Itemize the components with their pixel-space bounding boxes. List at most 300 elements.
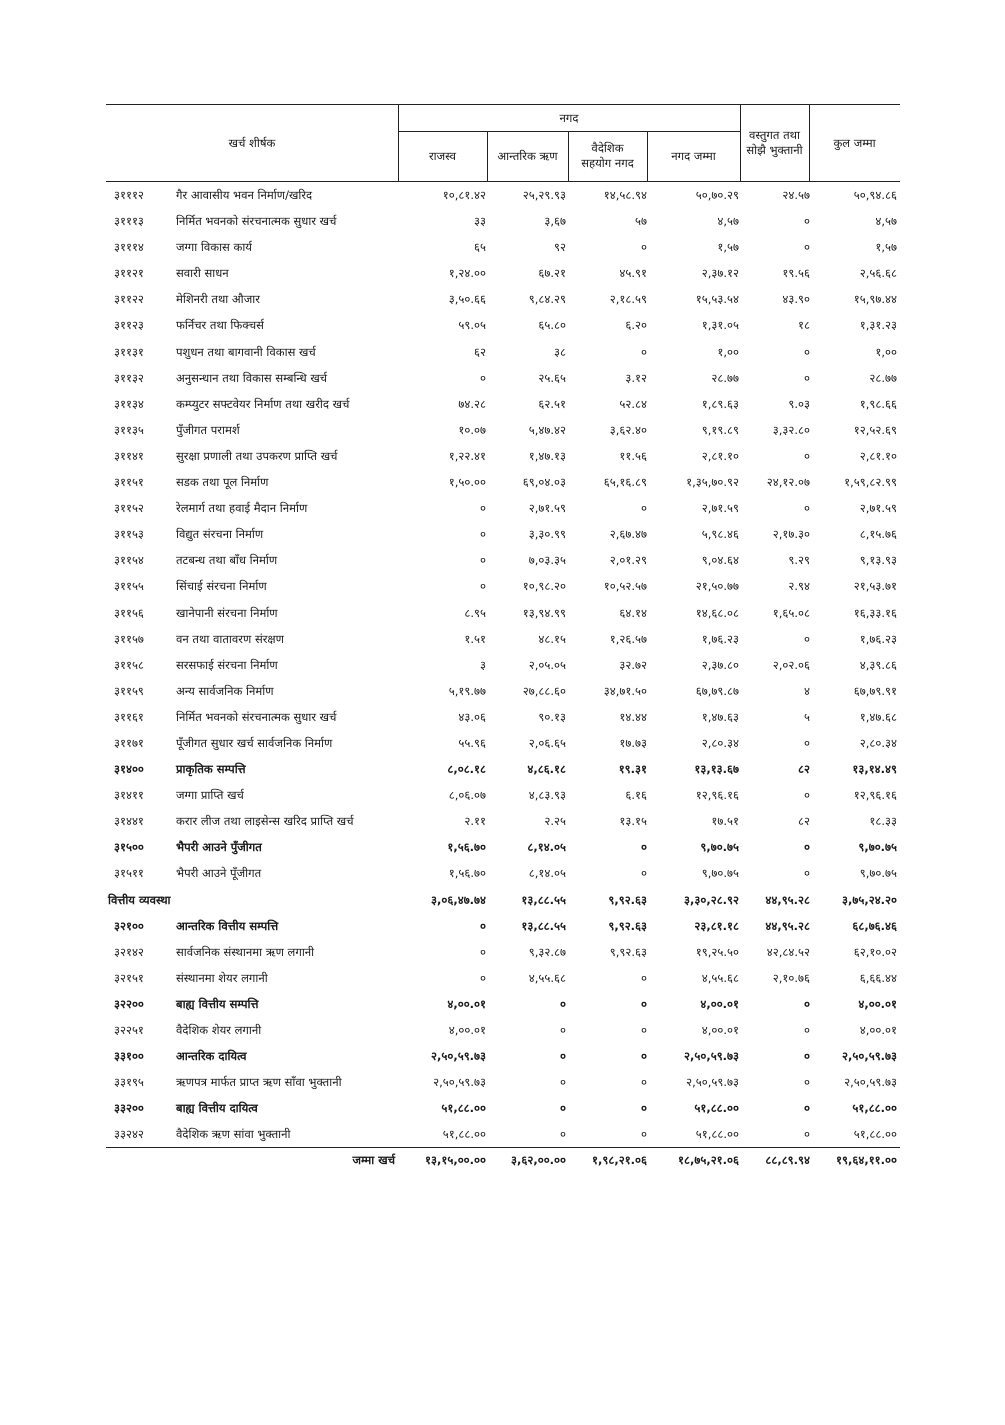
cell-in-kind: ५ [804,709,810,724]
cell-revenue: ७४.२८ [458,396,486,411]
cell-grand-total: २,५०,५९.७३ [842,1049,897,1064]
cell-revenue: १,५६.७० [447,840,486,855]
cell-internal-loan: २,७१.५९ [528,501,566,516]
row-code: ३११७१ [114,735,144,750]
row-name: सरसफाई संरचना निर्माण [176,657,278,672]
table-row [106,991,900,1017]
cell-grand-total: १,४७.६८ [859,709,897,724]
cell-in-kind: ८२ [798,814,810,829]
cell-cash-total: २,५०,५९.७३ [686,1075,739,1090]
table-row [106,1017,900,1043]
cell-internal-loan: १३,८८.५५ [521,892,566,907]
row-name: पूँजीगत सुधार खर्च सार्वजनिक निर्माण [176,735,333,750]
table-row [106,756,900,782]
cell-in-kind: ० [804,788,810,803]
row-code: ३१४११ [114,788,144,803]
row-name: कम्प्युटर सफ्टवेयर निर्माण तथा खरीद खर्च [176,396,350,411]
cell-cash-total: २३,८१.१८ [694,918,739,933]
cell-internal-loan: ६५.८० [538,318,566,333]
row-code: ३२१०० [114,918,144,933]
table-row [106,391,900,417]
cell-foreign-aid-cash: ११.५६ [619,448,647,463]
cell-in-kind: ३,३२.८० [772,422,810,437]
cell-internal-loan: २,०६.६५ [528,735,566,750]
table-row [106,1069,900,1095]
table-row [106,1121,900,1147]
row-name: खानेपानी संरचना निर्माण [176,605,278,620]
cell-revenue: ५९.०५ [458,318,486,333]
cell-grand-total: ३,७५,२४.२० [842,892,897,907]
cell-revenue: ० [480,527,486,542]
cell-foreign-aid-cash: १३.१५ [619,814,647,829]
cell-cash-total: ४,००.०१ [701,1023,739,1037]
col-header-internal-loan: आन्तरिक ऋण [497,148,558,163]
cell-cash-total: १,३५,७०.९२ [686,475,739,490]
cell-internal-loan: १३,९४.९९ [522,605,566,620]
row-code: ३११५८ [114,657,144,672]
table-header [106,104,900,182]
cell-grand-total: ९,१३.९३ [859,553,897,568]
cell-cash-total: २,३७.८० [701,657,739,672]
row-name: भैपरी आउने पूँजीगत [176,866,262,881]
row-code: ३२१५१ [114,970,144,985]
cell-cash-total: २,८१.१० [701,448,739,463]
cell-in-kind: २४.५७ [782,188,810,202]
cell-in-kind: ० [804,1075,810,1090]
row-code: ३११५२ [114,501,144,516]
cell-grand-total: १,५९,८२.९९ [844,475,897,490]
table-row [106,495,900,521]
cell-revenue: १,५६.७० [448,866,486,881]
cell-grand-total: ४,००.०१ [859,1023,897,1037]
cell-in-kind: ० [804,631,810,646]
row-code: ३१११२ [114,188,144,202]
cell-cash-total: १,४७.६३ [701,709,739,724]
cell-revenue: ४,००.०१ [448,1023,486,1037]
cell-grand-total: ५१,८८.०० [852,1101,897,1116]
cell-internal-loan: ९,३२.८७ [528,944,566,959]
row-code: ३११५४ [114,553,144,568]
cell-in-kind: १,६५.०८ [772,605,810,620]
row-name: सिंचाई संरचना निर्माण [176,579,267,594]
cell-in-kind: ४२,८४.५२ [766,944,810,959]
cell-foreign-aid-cash: २,६७.४७ [609,527,647,542]
cell-cash-total: ५०,७०.२९ [695,188,739,202]
cell-revenue: ५,१९.७७ [448,683,486,698]
row-name: सवारी साधन [176,266,229,281]
cell-in-kind: ० [804,370,810,385]
row-code: ३१५११ [114,866,144,881]
total-cash-total: १८,७५,२१.०६ [678,1153,739,1168]
cell-foreign-aid-cash: ३४,७१.५० [603,683,647,698]
col-header-in-kind: वस्तुगत तथा सोझै भुक्तानी [746,128,803,157]
cell-internal-loan: २.२५ [544,814,566,829]
cell-grand-total: ६२,१०.०२ [853,944,897,959]
cell-grand-total: १६,३३.१६ [853,605,897,620]
cell-foreign-aid-cash: ५७ [635,214,647,229]
cell-cash-total: १,७६.२३ [701,631,739,646]
table-row [106,704,900,730]
table-row [106,782,900,808]
cell-internal-loan: ९,८४.२९ [528,292,566,307]
cell-revenue: ० [480,370,486,385]
cell-cash-total: ४,००.०१ [700,996,739,1011]
cell-revenue: ० [480,944,486,959]
cell-in-kind: ० [804,1101,810,1116]
cell-cash-total: ९,७०.७५ [700,840,739,855]
table-row [106,521,900,547]
cell-internal-loan: ६९,०४.०३ [522,475,566,490]
row-code: ३३२०० [114,1101,144,1116]
cell-internal-loan: ० [560,1049,566,1064]
row-code: ३३१०० [114,1049,144,1064]
table-row [106,678,900,704]
cell-cash-total: १७.५१ [711,814,739,829]
cell-internal-loan: ० [560,1023,566,1037]
cell-foreign-aid-cash: ३,६२.४० [609,422,647,437]
cell-foreign-aid-cash: २,१८.५९ [609,292,647,307]
row-code: ३३१९५ [114,1075,144,1090]
cell-in-kind: २.९४ [788,579,810,594]
row-name: करार लीज तथा लाइसेन्स खरिद प्राप्ति खर्च [176,814,354,829]
row-name: अनुसन्धान तथा विकास सम्बन्धि खर्च [176,370,328,385]
cell-revenue: ४,००.०१ [447,996,486,1011]
cell-internal-loan: १०,९८.२० [522,579,566,594]
cell-cash-total: २१,५०.७७ [695,579,739,594]
cell-revenue: ८,०६.०७ [448,788,486,803]
table-row [106,443,900,469]
cell-foreign-aid-cash: १४.४४ [619,709,647,724]
cell-internal-loan: ० [560,996,566,1011]
row-code: ३११३४ [114,396,144,411]
cell-grand-total: २,५६.६८ [859,266,897,281]
cell-in-kind: १९.५६ [782,266,810,281]
table-row [106,626,900,652]
budget-table [106,104,900,1172]
table-row [106,939,900,965]
cell-cash-total: १५,५३.५४ [695,292,739,307]
cell-grand-total: २१,५३.७१ [853,579,897,594]
cell-internal-loan: १३,८८.५५ [521,918,566,933]
cell-grand-total: १८.३३ [869,814,897,829]
cell-revenue: ० [480,579,486,594]
cell-grand-total: २,७१.५९ [859,501,897,516]
cell-revenue: ५५.९६ [458,735,486,750]
row-code: ३११५१ [114,475,144,490]
row-name: सडक तथा पूल निर्माण [176,475,269,490]
cell-grand-total: ९,७०.७५ [858,840,897,855]
table-row [106,652,900,678]
cell-revenue: ५१,८८.०० [442,1127,486,1142]
total-label: जम्मा खर्च [352,1153,395,1168]
cell-foreign-aid-cash: ० [641,1127,647,1142]
row-code: ३११२१ [114,266,144,281]
row-name: रेलमार्ग तथा हवाई मैदान निर्माण [176,501,308,516]
cell-internal-loan: ९२ [554,240,566,255]
row-name: वित्तीय व्यवस्था [108,892,171,907]
row-code: ३११५६ [114,605,144,620]
cell-foreign-aid-cash: १४,५८.९४ [603,188,647,202]
cell-internal-loan: ८,१४.०५ [528,866,566,881]
table-row [106,234,900,260]
table-row [106,808,900,834]
table-row [106,1095,900,1121]
cell-in-kind: २४,१२.०७ [766,475,810,490]
cell-revenue: १.५१ [464,631,486,646]
cell-in-kind: ० [804,866,810,881]
cell-revenue: १,२२.४१ [448,448,486,463]
cell-cash-total: २८.७७ [711,370,739,385]
table-row [106,1043,900,1069]
cell-cash-total: ४,५७ [717,214,739,229]
row-code: ३२२५१ [114,1023,144,1037]
cell-internal-loan: ३,३०.९९ [528,527,566,542]
cell-revenue: ६५ [474,240,486,255]
cell-in-kind: ४३.९० [782,292,810,307]
cell-grand-total: ४,००.०१ [858,996,897,1011]
cell-internal-loan: ४,५५.६८ [528,970,566,985]
cell-grand-total: १५,९७.४४ [853,292,897,307]
cell-revenue: २.११ [464,814,486,829]
cell-foreign-aid-cash: ० [641,1049,647,1064]
table-row [106,965,900,991]
row-name: वैदेशिक शेयर लगानी [176,1023,262,1037]
cell-revenue: १,५०.०० [448,475,486,490]
cell-in-kind: ९.०३ [788,396,810,411]
total-revenue: १३,१५,००.०० [425,1153,486,1168]
table-row [106,417,900,443]
row-name: मेशिनरी तथा औजार [176,292,260,307]
row-code: ३११५९ [114,683,144,698]
cell-cash-total: २,७१.५९ [701,501,739,516]
table-row [106,913,900,939]
cell-foreign-aid-cash: ३.१२ [625,370,647,385]
cell-cash-total: ९,०४.६४ [701,553,739,568]
row-code: ३१११४ [114,240,144,255]
cell-foreign-aid-cash: १०,५२.५७ [603,579,647,594]
cell-internal-loan: २५.६५ [538,370,566,385]
cell-cash-total: २,८०.३४ [701,735,739,750]
cell-grand-total: १२,५२.६९ [853,422,897,437]
cell-grand-total: २,५०,५९.७३ [844,1075,897,1090]
row-code: ३२२०० [114,996,144,1011]
cell-foreign-aid-cash: ९,९२.६३ [609,944,647,959]
col-header-foreign-aid-cash: वैदेशिक सहयोग नगद [581,141,634,170]
cell-foreign-aid-cash: ९,९२.६३ [608,892,647,907]
cell-revenue: ६२ [474,344,486,359]
row-name: निर्मित भवनको संरचनात्मक सुधार खर्च [176,709,337,724]
cell-revenue: १,२४.०० [448,266,486,281]
col-header-revenue: राजस्व [428,148,457,163]
cell-cash-total: १,५७ [717,240,739,255]
cell-grand-total: ५१,८८.०० [853,1127,897,1142]
cell-grand-total: ५०,९४.८६ [853,188,897,202]
row-name: सुरक्षा प्रणाली तथा उपकरण प्राप्ति खर्च [176,448,338,463]
table-row [106,834,900,860]
cell-cash-total: ९,१९.८९ [701,422,739,437]
table-body [106,182,900,1147]
row-name: बाह्य वित्तीय दायित्व [176,1101,258,1116]
cell-cash-total: ५,९८.४६ [701,527,739,542]
row-code: ३११३५ [114,422,144,437]
cell-grand-total: १,७६.२३ [859,631,897,646]
cell-foreign-aid-cash: ० [641,240,647,255]
cell-cash-total: ५१,८८.०० [694,1101,739,1116]
table-row [106,286,900,312]
cell-grand-total: १,०० [875,344,897,359]
cell-cash-total: ४,५५.६८ [701,970,739,985]
cell-cash-total: १,८९.६३ [701,396,739,411]
cell-in-kind: १८ [798,318,810,333]
cell-foreign-aid-cash: ० [641,866,647,881]
cell-in-kind: ० [804,344,810,359]
row-code: ३११२३ [114,318,144,333]
cell-internal-loan: ६२.५१ [538,396,566,411]
cell-revenue: १०,८१.४२ [442,188,486,202]
cell-cash-total: ९,७०.७५ [701,866,739,881]
cell-cash-total: २,३७.१२ [701,266,739,281]
cell-revenue: ३,०६,४७.७४ [431,892,486,907]
row-name: अन्य सार्वजनिक निर्माण [176,683,274,698]
cell-revenue: ५१,८८.०० [441,1101,486,1116]
cell-internal-loan: २७,८८.६० [522,683,566,698]
cell-internal-loan: ३,६७ [544,214,566,229]
col-title-header: खर्च शीर्षक [228,135,276,150]
table-row [106,860,900,886]
cell-cash-total: १९,२५.५० [695,944,739,959]
cell-foreign-aid-cash: ० [641,840,647,855]
cell-grand-total: २८.७७ [869,370,897,385]
cell-grand-total: २,८१.१० [859,448,897,463]
cell-foreign-aid-cash: ९,९२.६३ [608,918,647,933]
row-code: ३११५५ [114,579,144,594]
total-in-kind: ८८,८९.९४ [765,1153,810,1168]
cell-foreign-aid-cash: ० [641,996,647,1011]
cell-grand-total: ६८,७६.४६ [852,918,897,933]
cell-revenue: ० [480,553,486,568]
row-code: ३११३१ [114,344,144,359]
cell-grand-total: १,३१.२३ [859,318,897,333]
cell-foreign-aid-cash: ६.१६ [625,788,647,803]
row-name: गैर आवासीय भवन निर्माण/खरिद [176,188,313,202]
row-name: निर्मित भवनको संरचनात्मक सुधार खर्च [176,214,337,229]
cell-grand-total: १३,१४.४९ [852,762,897,777]
cell-cash-total: ५१,८८.०० [695,1127,739,1142]
col-header-grand-total: कुल जम्मा [833,135,876,150]
row-name: फर्निचर तथा फिक्चर्स [176,318,264,333]
cell-foreign-aid-cash: ० [641,1023,647,1037]
cash-group-header: नगद [559,110,579,125]
cell-internal-loan: ९०.१३ [538,709,566,724]
row-name: जग्गा प्राप्ति खर्च [176,788,244,803]
cell-grand-total: ६७,७९.९१ [853,683,897,698]
row-name: पुँजीगत परामर्श [176,422,240,437]
row-code: ३११६१ [114,709,144,724]
row-name: बाह्य वित्तीय सम्पत्ति [176,996,259,1011]
cell-in-kind: ० [804,501,810,516]
row-name: विद्युत संरचना निर्माण [176,527,264,542]
cell-revenue: ८.९५ [464,605,486,620]
cell-revenue: २,५०,५९.७३ [433,1075,486,1090]
row-code: ३२१४२ [114,944,144,959]
cell-in-kind: ९.२९ [788,553,810,568]
cell-grand-total: ९,७०.७५ [859,866,897,881]
cell-in-kind: ० [804,1023,810,1037]
row-name: वैदेशिक ऋण सांवा भुक्तानी [176,1127,291,1142]
cell-in-kind: ० [804,996,810,1011]
table-row [106,182,900,208]
cell-foreign-aid-cash: ० [641,970,647,985]
row-code: ३१११३ [114,214,144,229]
cell-internal-loan: ५,४७.४२ [528,422,566,437]
row-name: भैपरी आउने पुँजीगत [176,840,262,855]
row-name: संस्थानमा शेयर लगानी [176,970,268,985]
cell-in-kind: ० [804,448,810,463]
row-code: ३११५३ [114,527,144,542]
cell-foreign-aid-cash: १७.७३ [619,735,647,750]
cell-in-kind: ४४,९५.२८ [765,918,810,933]
cell-cash-total: १,०० [717,344,739,359]
table-row [106,547,900,573]
cell-cash-total: १४,६८.०८ [695,605,739,620]
cell-foreign-aid-cash: ६५,१६.८९ [603,475,647,490]
cell-foreign-aid-cash: ० [641,1101,647,1116]
cell-internal-loan: ० [560,1075,566,1090]
cell-revenue: ३,५०.६६ [448,292,486,307]
cell-in-kind: ० [804,735,810,750]
cell-foreign-aid-cash: ६४.१४ [619,605,647,620]
cell-grand-total: १२,९६.१६ [853,788,897,803]
table-row [106,208,900,234]
row-code: ३१४०० [114,762,144,777]
table-row [106,339,900,365]
cell-internal-loan: ० [560,1127,566,1142]
table-row [106,600,900,626]
cell-foreign-aid-cash: ३२.७२ [619,657,647,672]
table-row [106,365,900,391]
cell-in-kind: ४ [804,683,810,698]
row-code: ३११५७ [114,631,144,646]
cell-revenue: ४३.०६ [458,709,486,724]
cell-foreign-aid-cash: २,०१.२९ [609,553,647,568]
cell-foreign-aid-cash: ४५.९१ [619,266,647,281]
cell-internal-loan: ८,१४.०५ [527,840,566,855]
cell-in-kind: ० [804,1127,810,1142]
cell-cash-total: १,३१.०५ [701,318,739,333]
cell-in-kind: ४४,९५.२८ [765,892,810,907]
cell-grand-total: ८,१५.७६ [859,527,897,542]
cell-foreign-aid-cash: ० [641,344,647,359]
table-row [106,887,900,913]
cell-foreign-aid-cash: ० [641,501,647,516]
cell-revenue: ८,०८.१८ [447,762,486,777]
cell-grand-total: १,५७ [875,240,897,255]
cell-foreign-aid-cash: ६.२० [625,318,647,333]
row-name: पशुधन तथा बागवानी विकास खर्च [176,344,316,359]
row-code: ३११४१ [114,448,144,463]
cell-in-kind: ० [804,240,810,255]
row-name: ऋणपत्र मार्फत प्राप्त ऋण साँवा भुक्तानी [176,1075,342,1090]
cell-revenue: ३३ [474,214,486,229]
cell-in-kind: २,०२.०६ [772,657,810,672]
cell-grand-total: १,९८.६६ [859,396,897,411]
cell-in-kind: ० [804,214,810,229]
cell-in-kind: २,१०.७६ [772,970,810,985]
cell-cash-total: ३,३०,२८.९२ [684,892,739,907]
cell-grand-total: ६,६६.४४ [859,970,897,985]
cell-internal-loan: ४,८३.९३ [528,788,566,803]
row-name: आन्तरिक दायित्व [176,1049,247,1064]
